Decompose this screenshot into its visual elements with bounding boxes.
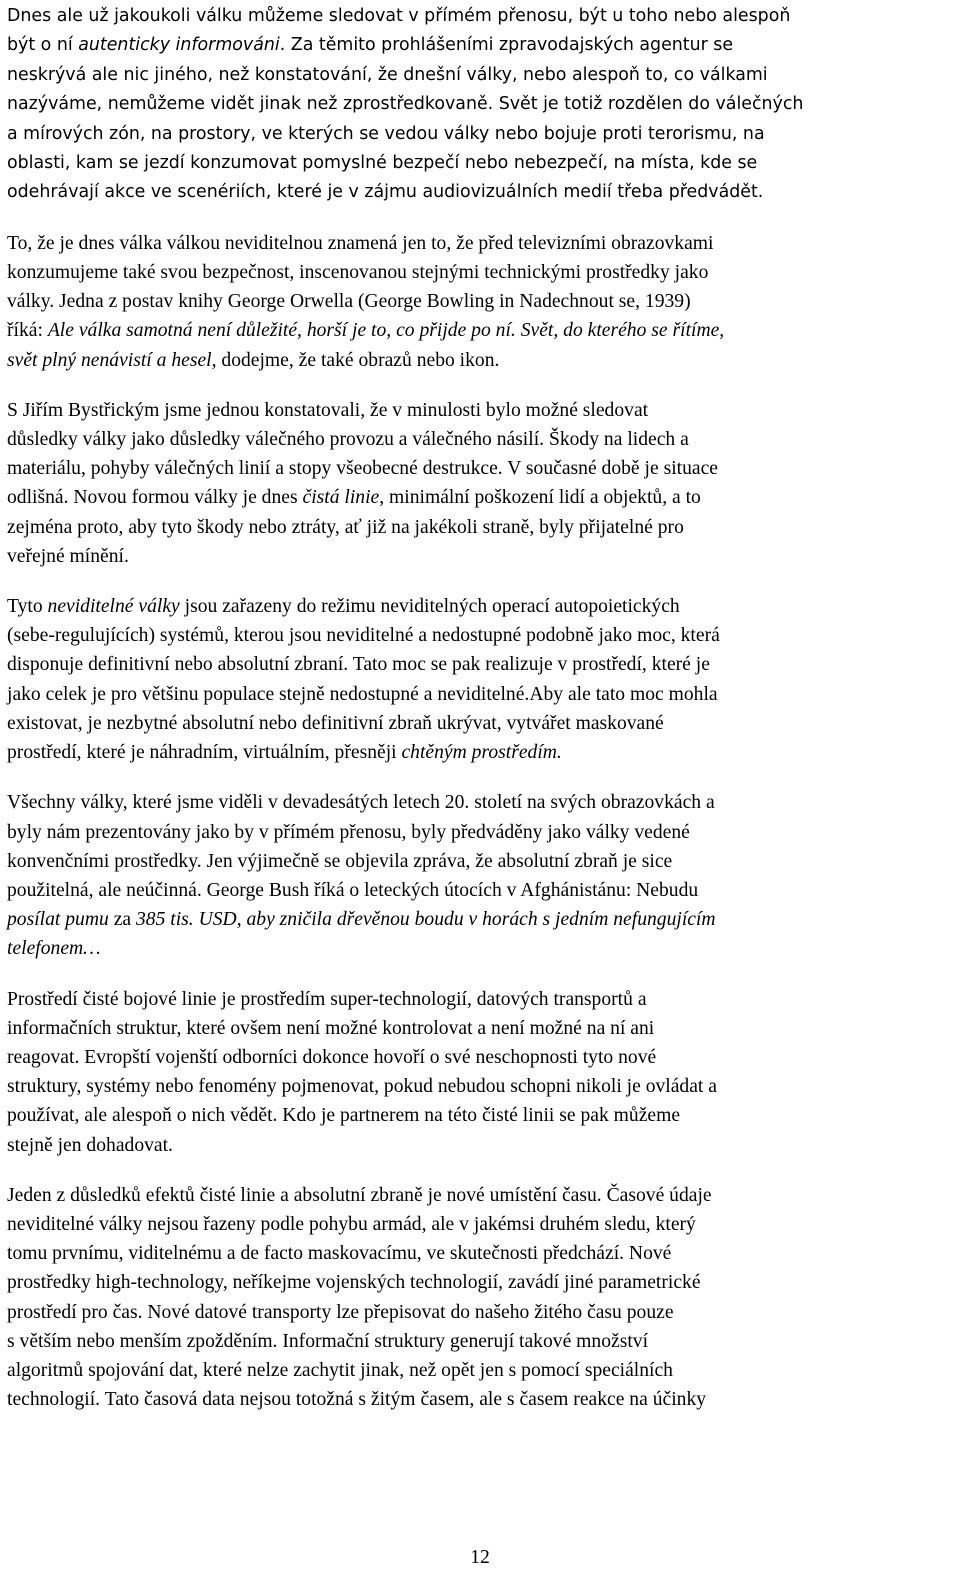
text-run: odehrávají akce ve scenériích, které je v zájmu audiovizuálních medií třeba předvádět. (7, 182, 764, 203)
text-run: disponuje definitivní nebo absolutní zbraní. Tato moc se pak realizuje v prostředí, které je (7, 654, 710, 676)
text-line (7, 2, 947, 31)
text-line (7, 592, 947, 621)
text-line (7, 876, 947, 905)
text-run: oblasti, kam se jezdí konzumovat pomyslné bezpečí nebo nebezpečí, na místa, kde se (7, 153, 758, 174)
text-line (7, 346, 947, 375)
text-run: použitelná, ale neúčinná. George Bush říká o leteckých útocích v Afghánistánu: Nebudu (7, 879, 699, 901)
text-line (7, 149, 947, 178)
italic-text: svět plný nenávistí a hesel, (7, 349, 217, 371)
text-run: (sebe-regulujících) systémů, kterou jsou neviditelné a nedostupné podobně jako moc, která (7, 625, 720, 647)
text-run: , minimální poškození lidí a objektů, a to (379, 487, 701, 509)
text-line (7, 316, 947, 345)
text-line (7, 905, 947, 934)
text-run: Jeden z důsledků efektů čisté linie a absolutní zbraně je nové umístění času. Časové údaje (7, 1184, 712, 1206)
text-run: zejména proto, aby tyto škody nebo ztráty, ať již na jakékoli straně, byly přijatelné pro (7, 516, 684, 538)
text-line (7, 542, 947, 571)
text-run: za (108, 909, 136, 931)
text-run: Tyto (7, 596, 48, 618)
text-run: konzumujeme také svou bezpečnost, inscenovanou stejnými technickými prostředky jako (7, 262, 709, 284)
text-run: struktury, systémy nebo fenomény pojmenovat, pokud nebudou schopni nikoli je ovládat a (7, 1076, 717, 1098)
text-line (7, 1268, 947, 1297)
italic-text: posílat pumu (7, 909, 109, 931)
text-line (7, 425, 947, 454)
text-line (7, 1131, 947, 1160)
text-line (7, 847, 947, 876)
text-line (7, 396, 947, 425)
text-run: prostředí, které je náhradním, virtuálním, přesněji (7, 742, 402, 764)
text-line (7, 788, 947, 817)
text-line (7, 1181, 947, 1210)
text-run: být o ní (7, 35, 79, 56)
paragraph (7, 788, 947, 963)
text-line (7, 1210, 947, 1239)
text-run: existovat, je nezbytné absolutní nebo definitivní zbraň ukrývat, vytvářet maskované (7, 712, 664, 734)
paragraph (7, 592, 947, 767)
italic-text: 385 tis. USD, aby zničila dřevěnou boudu v horách s jedním nefungujícím (136, 909, 716, 931)
text-run: říká: (7, 320, 48, 342)
italic-text: chtěným prostředím. (401, 742, 562, 764)
text-line (7, 1043, 947, 1072)
text-run: prostředí pro čas. Nové datové transporty lze přepisovat do našeho žitého času pouze (7, 1301, 674, 1323)
text-line (7, 229, 947, 258)
text-run: neviditelné války nejsou řazeny podle pohybu armád, ale v jakémsi druhém sledu, který (7, 1213, 696, 1235)
text-line (7, 287, 947, 316)
page-number: 12 (470, 1547, 490, 1568)
text-run: neskrývá ale nic jiného, než konstatování, že dnešní války, nebo alespoň to, co válkami (7, 64, 768, 85)
text-run: jsou zařazeny do režimu neviditelných operací autopoietických (179, 596, 680, 618)
text-run: Dnes ale už jakoukoli válku můžeme sledovat v přímém přenosu, být u toho nebo alespoň (7, 6, 791, 26)
text-run: konvenčními prostředky. Jen výjimečně se objevila zpráva, že absolutní zbraň je sice (7, 850, 673, 872)
text-run: To, že je dnes válka válkou neviditelnou znamená jen to, že před televizními obrazovkami (7, 232, 714, 254)
text-run: veřejné mínění. (7, 545, 129, 567)
text-line (7, 709, 947, 738)
text-line (7, 818, 947, 847)
text-line (7, 680, 947, 709)
text-run: stejně jen dohadovat. (7, 1134, 173, 1156)
text-line (7, 621, 947, 650)
text-line (7, 90, 947, 119)
paragraph (7, 985, 947, 1160)
text-line (7, 934, 947, 963)
text-line (7, 1298, 947, 1327)
text-line (7, 650, 947, 679)
text-line (7, 1072, 947, 1101)
text-line (7, 120, 947, 149)
text-run: informačních struktur, které ovšem není možné kontrolovat a není možné na ní ani (7, 1017, 655, 1039)
text-run: dodejme, že také obrazů nebo ikon. (216, 349, 500, 371)
text-run: důsledky války jako důsledky válečného provozu a válečného násilí. Škody na lidech a (7, 429, 689, 451)
text-run: byly nám prezentovány jako by v přímém přenosu, byly předváděny jako války vedené (7, 821, 690, 843)
text-line (7, 985, 947, 1014)
text-line (7, 1385, 947, 1414)
text-run: tomu prvnímu, viditelnému a de facto maskovacímu, ve skutečnosti předchází. Nové (7, 1243, 672, 1265)
text-line (7, 258, 947, 287)
text-line (7, 1014, 947, 1043)
italic-text: autenticky informováni (78, 35, 280, 56)
text-run: jako celek je pro většinu populace stejně nedostupné a neviditelné.Aby ale tato moc mohla (7, 683, 718, 705)
paragraph (7, 1181, 947, 1415)
document-body (7, 2, 947, 1435)
text-run: války. Jedna z postav knihy George Orwella (George Bowling in Nadechnout se, 1939) (7, 291, 691, 313)
text-run: . Za těmito prohlášeními zpravodajských agentur se (279, 35, 734, 56)
text-run: prostředky high-technology, neříkejme vojenských technologií, zavádí jiné parametrické (7, 1272, 701, 1294)
text-line (7, 513, 947, 542)
text-line (7, 61, 947, 90)
text-run: algoritmů spojování dat, které nelze zachytit jinak, než opět jen s pomocí speciálních (7, 1359, 673, 1381)
text-run: s větším nebo menším zpožděním. Informační struktury generují takové množství (7, 1330, 649, 1352)
text-run: Všechny války, které jsme viděli v devadesátých letech 20. století na svých obrazovkách a (7, 792, 715, 814)
text-run: S Jiřím Bystřickým jsme jednou konstatovali, že v minulosti bylo možné sledovat (7, 399, 649, 421)
italic-text: telefonem… (7, 938, 101, 960)
text-line (7, 454, 947, 483)
text-run: odlišná. Novou formou války je dnes (7, 487, 303, 509)
paragraph (7, 2, 947, 208)
text-line (7, 483, 947, 512)
text-run: technologií. Tato časová data nejsou totožná s žitým časem, ale s časem reakce na účinky (7, 1389, 707, 1411)
text-run: používat, ale alespoň o nich vědět. Kdo je partnerem na této čisté linii se pak můžeme (7, 1105, 681, 1127)
text-line (7, 1356, 947, 1385)
italic-text: Ale válka samotná není důležité, horší je to, co přijde po ní. Svět, do kterého se řítíme, (47, 320, 725, 342)
text-run: Prostředí čisté bojové linie je prostředím super-technologií, datových transportů a (7, 988, 647, 1010)
text-line (7, 178, 947, 207)
italic-text: čistá linie (302, 487, 380, 509)
text-line (7, 1239, 947, 1268)
text-run: materiálu, pohyby válečných linií a stopy všeobecné destrukce. V současné době je situace (7, 458, 718, 480)
text-line (7, 738, 947, 767)
text-run: nazýváme, nemůžeme vidět jinak než zprostředkovaně. Svět je totiž rozdělen do válečných (7, 94, 804, 115)
text-run: a mírových zón, na prostory, ve kterých se vedou války nebo bojuje proti terorismu, na (7, 123, 765, 144)
text-line (7, 31, 947, 60)
text-line (7, 1101, 947, 1130)
paragraph (7, 229, 947, 375)
text-run: reagovat. Evropští vojenští odborníci dokonce hovoří o své neschopnosti tyto nové (7, 1046, 657, 1068)
italic-text: neviditelné války (47, 596, 180, 618)
text-line (7, 1327, 947, 1356)
paragraph (7, 396, 947, 571)
